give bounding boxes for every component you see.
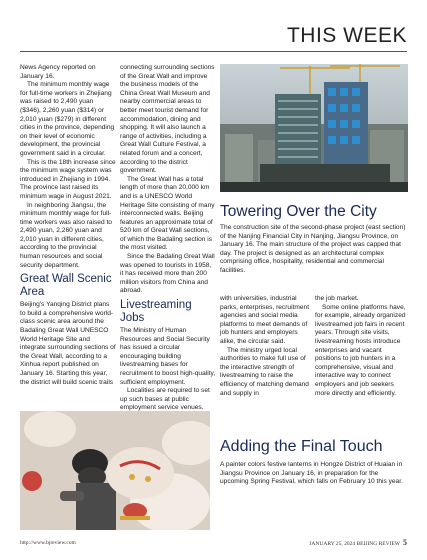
paragraph: In neighboring Jiangsu, the minimum monthly wage for full-time workers was also raised to 2,490 yuan, 2,260 yuan and 2,010 yuan in different cities, according to the provincial human resources and social security department. <box>20 201 112 269</box>
issue-date: JANUARY 25, 2024 BEIJING REVIEW <box>309 541 400 547</box>
paragraph: connecting surrounding sections of the Great Wall and improve the business models of the China Great Wall Museum and nearby commercial areas to better meet tourist demand for accommodation, dining and shopping. It will also launch a range of activities, including a Great Wall Culture Festival, a related forum and a concert, according to the district government. <box>120 64 215 175</box>
section-title: THIS WEEK <box>286 24 407 47</box>
paragraph: Some online platforms have, for example, already organized livestreamed job fairs in recent years. Through site visits, livestreaming hosts introduce enterprises and vacant positions to job hunters in a comprehensive, visual and interactive way to connect employers and job seekers more directly and efficiently. <box>315 303 406 397</box>
paragraph: The Ministry of Human Resources and Social Security has issued a circular encouraging building livestreaming bases for recruitment to boost high-quality, sufficient employment. <box>120 327 216 386</box>
paragraph: The ministry urged local authorities to make full use of the interactive strength of livestreaming to raise the efficiency of matching demand and supply in <box>220 346 309 397</box>
section-header <box>20 22 407 52</box>
column-2 <box>120 64 216 422</box>
subheading: Livestreaming Jobs <box>120 299 192 324</box>
paragraph: The minimum monthly wage for full-time workers in Zhejiang was raised to 2,490 yuan ($346), 2,260 yuan ($314) or 2,010 yuan ($279) in different cities in the province, depending on their level of economic development, the provincial government said in a circular. <box>20 81 115 157</box>
lantern-painter-photo <box>20 411 210 530</box>
lantern-painter-illustration <box>20 411 210 530</box>
paragraph: the job market. <box>315 295 359 302</box>
column-4 <box>315 295 408 398</box>
footer-issue <box>309 538 407 547</box>
story-headline: Adding the Final Touch <box>220 438 383 455</box>
page-number: 5 <box>403 538 407 547</box>
photo-caption: A painter colors festive lanterns in Hongze District of Huaian in Jiangsu Province on January 16, in preparation for the upcoming Spring Festival, which falls on February 10 this year. <box>220 461 403 486</box>
construction-site-illustration <box>220 64 408 192</box>
footer-url: http://www.bjreview.com <box>20 540 76 546</box>
paragraph: Since the Badaling Great Wall was opened to tourists in 1958, it has received more than 200 million visitors from China and abroad. <box>120 253 215 295</box>
paragraph: Beijing's Yanqing District plans to build a comprehensive world-class scenic area around the Badaling Great Wall UNESCO World Heritage Site and integrate surrounding sections of the Great Wall, according to a Xinhua report published on January 16. Starting this year, the district will build scenic trails <box>20 301 116 386</box>
column-1 <box>20 64 116 387</box>
construction-site-photo <box>220 64 408 192</box>
paragraph: News Agency reported on January 16. <box>20 64 96 80</box>
paragraph: Localities are required to set up such bases at public employment service venues. <box>120 387 210 412</box>
story-headline: Towering Over the City <box>220 203 377 220</box>
paragraph: This is the 18th increase since the minimum wage system was introduced in Zhejiang in 1994. The province last raised its minimum wage in August 2021. <box>20 158 116 200</box>
column-3 <box>220 295 310 398</box>
subheading: Great Wall Scenic Area <box>20 273 112 298</box>
paragraph: with universities, industrial parks, enterprises, recruitment agencies and social media platforms to meet demands of job hunters and employers alike, the circular said. <box>220 295 310 345</box>
paragraph: The Great Wall has a total length of more than 20,000 km and is a UNESCO World Heritage Site consisting of many interconnected walls. Beijing features an approximate total of 520 km of Great Wall sections, of which the Badaling section is the most visited. <box>120 175 215 252</box>
photo-caption: The construction site of the second-phase project (east section) of the Nanjing Financial City in Nanjing, Jiangsu Province, on January 16. The main structure of the project was capped that day. The project is designed as an architectural complex comprising office, hospitality, residential and commercial facilities. <box>220 224 406 274</box>
